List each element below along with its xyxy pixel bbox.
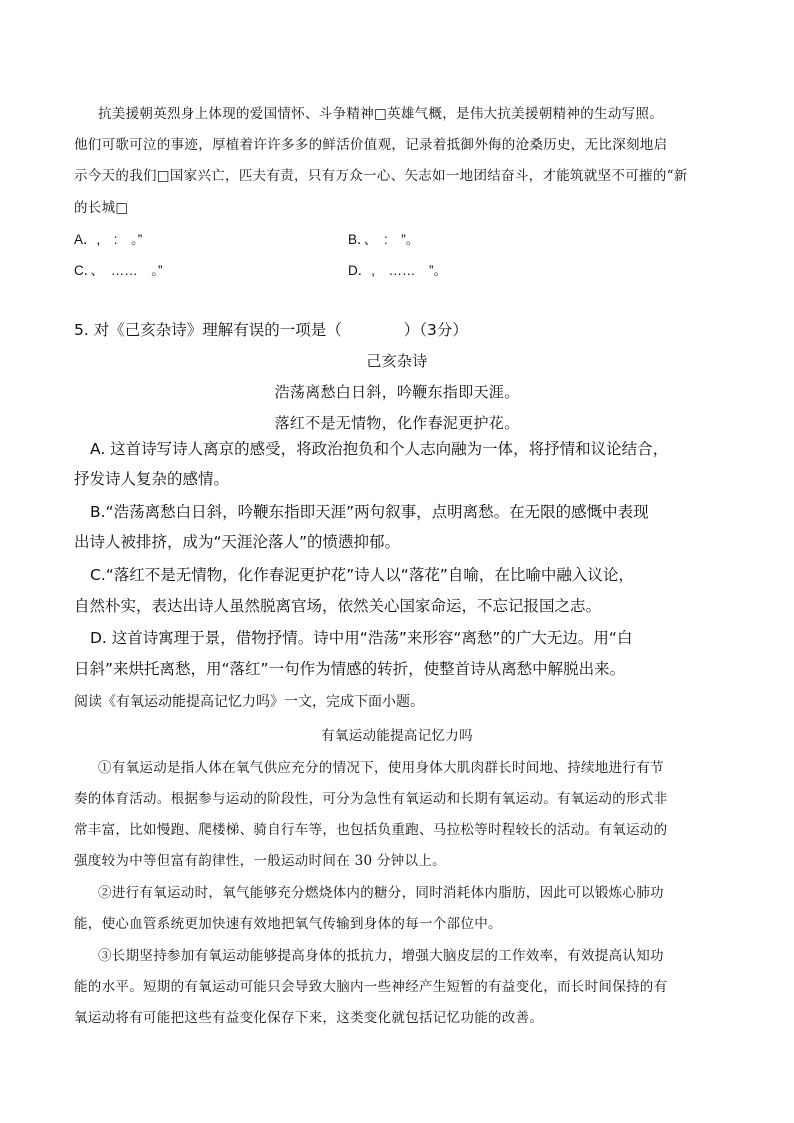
option-c [74, 259, 163, 279]
choice-line: C.“落红不是无情物，化作春泥更护花”诗人以“落花”自喻，在比喻中融入议论， [90, 566, 634, 584]
passage-line: 抗美援朝英烈身上体现的爱国情怀、斗争精神□英雄气概，是伟大抗美援朝精神的生动写照。 [98, 106, 664, 122]
paragraph-line: 强度较为中等但富有韵律性，一般运动时间在 30 分钟以上。 [74, 853, 446, 869]
option-letter: C． [74, 263, 91, 278]
paragraph-line: 氧运动将有可能把这些有益变化保存下来，这类变化就包括记忆功能的改善。 [74, 1010, 544, 1026]
choice-line: B.“浩荡离愁白日斜，吟鞭东指即天涯”两句叙事，点明离愁。在无限的感慨中表现 [90, 503, 649, 521]
option-letter: B． [348, 232, 364, 247]
passage-line: 的长城□ [74, 200, 129, 216]
passage-line: 示今天的我们□国家兴亡，匹夫有责，只有万众一心、矢志如一地团结奋斗，才能筑就坚不可摧的“新 [74, 168, 688, 184]
poem-title: 己亥杂诗 [366, 352, 428, 370]
choice-line: D. 这首诗寓理于景，借物抒情。诗中用“浩荡”来形容“离愁”的广大无边。用“白 [90, 629, 633, 647]
poem-line: 浩荡离愁白日斜，吟鞭东指即天涯。 [274, 383, 520, 401]
paragraph-line: ②进行有氧运动时，氧气能够充分燃烧体内的糖分，同时消耗体内脂肪，因此可以锻炼心肺功 [98, 885, 664, 901]
passage-line: 他们可歌可泣的事迹，厚植着许许多多的鲜活价值观，记录着抵御外侮的沧桑历史，无比深刻地启 [74, 137, 668, 153]
paragraph-line: 能，使心血管系统更加快速有效地把氧气传输到身体的每一个部位中。 [74, 916, 502, 932]
paragraph-line: 能的水平。短期的有氧运动可能只会导致大脑内一些神经产生短暂的有益变化，而长时间保持的有 [74, 979, 668, 995]
paragraph-line: 奏的体育活动。根据参与运动的阶段性，可分为急性有氧运动和长期有氧运动。有氧运动的形式非 [74, 791, 668, 807]
article-title: 有氧运动能提高记忆力吗 [321, 728, 473, 744]
choice-line: A. 这首诗写诗人离京的感受，将政治抱负和个人志向融为一体，将抒情和议论结合， [90, 440, 669, 458]
option-text: , : 。” [96, 232, 143, 247]
option-text: 、 : ”。 [363, 232, 420, 247]
choice-line: 自然朴实，表达出诗人虽然脱离官场，依然关心国家命运，不忘记报国之志。 [74, 597, 602, 615]
paragraph-line: 常丰富，比如慢跑、爬楼梯、骑自行车等，也包括负重跑、马拉松等时程较长的活动。有氧运动的 [74, 822, 668, 838]
choice-line: 抒发诗人复杂的感情。 [74, 470, 230, 488]
paragraph-line: ③长期坚持参加有氧运动能够提高身体的抵抗力，增强大脑皮层的工作效率，有效提高认知功 [98, 948, 664, 964]
option-text: , …… ”。 [371, 263, 447, 278]
option-a [74, 228, 142, 248]
option-d [348, 259, 447, 279]
option-b [348, 228, 419, 248]
poem-line: 落红不是无情物，化作春泥更护花。 [274, 414, 520, 432]
option-text: 、 …… 。” [90, 263, 163, 278]
question-stem: 5. 对《己亥杂诗》理解有误的一项是（ ）（3分） [74, 321, 468, 339]
option-letter: D． [348, 263, 372, 278]
choice-line: 日斜”来烘托离愁，用“落红”一句作为情感的转折，使整首诗从离愁中解脱出来。 [74, 660, 626, 678]
reading-intro: 阅读《有氧运动能提高记忆力吗》一文，完成下面小题。 [74, 694, 424, 710]
paragraph-line: ①有氧运动是指人体在氧气供应充分的情况下，使用身体大肌肉群长时间地、持续地进行有节 [98, 760, 664, 776]
choice-line: 出诗人被排挤，成为“天涯沦落人”的愤懑抑郁。 [74, 533, 401, 551]
option-letter: A． [74, 232, 97, 247]
